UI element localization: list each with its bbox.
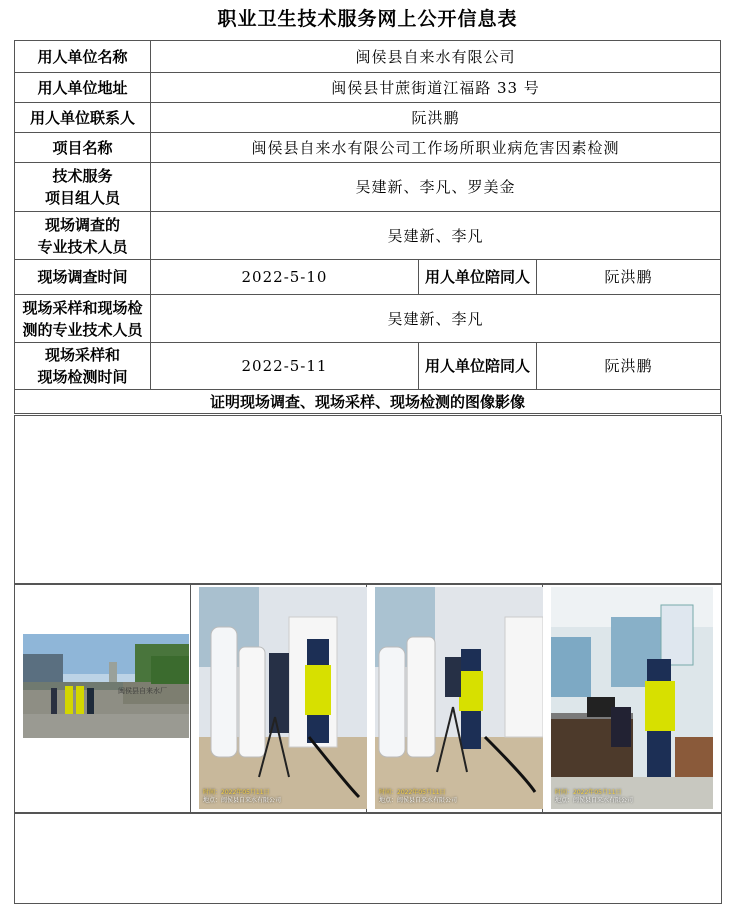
employer-address-value: 闽侯县甘蔗街道江福路 33 号	[151, 73, 721, 103]
service-team-label-line2: 项目组人员	[44, 189, 120, 207]
sampling-photo-icon	[199, 587, 367, 809]
photo-wm-place: 地点：闽侯县自来水有限公司	[555, 797, 634, 804]
photo-sampling-1	[199, 587, 367, 809]
project-name-label: 项目名称	[15, 133, 151, 163]
sampling-staff-value: 吴建新、李凡	[151, 295, 721, 343]
gate-caption: 闽侯县自来水厂	[118, 687, 167, 695]
row-images-header	[15, 390, 721, 414]
photo-sampling-2	[375, 587, 543, 809]
photo-wm-place: 地点：闽侯县自来水有限公司	[379, 797, 458, 804]
sampling-companion-value: 阮洪鹏	[537, 343, 721, 390]
sampling-time-label-line2: 现场检测时间	[37, 368, 128, 386]
row-survey-time	[15, 260, 721, 295]
employer-name-label: 用人单位名称	[15, 41, 151, 73]
employer-contact-label: 用人单位联系人	[15, 103, 151, 133]
sampling-staff-label-line1: 现场采样和现场检	[22, 298, 143, 317]
service-team-label	[15, 163, 151, 212]
images-header: 证明现场调查、现场采样、现场检测的图像影像	[15, 390, 721, 414]
sampling-time-label-line1: 现场采样和	[44, 346, 120, 364]
row-sampling-staff	[15, 295, 721, 343]
survey-companion-label: 用人单位陪同人	[419, 260, 537, 295]
service-team-label-line1: 技术服务	[52, 167, 113, 185]
sampling-time-value: 2022-5-11	[151, 343, 419, 390]
sampling-photo-icon	[375, 587, 543, 809]
employer-contact-value: 阮洪鹏	[151, 103, 721, 133]
photo-wm-place: 地点：闽侯县自来水有限公司	[203, 797, 282, 804]
survey-companion-value: 阮洪鹏	[537, 260, 721, 295]
sampling-staff-label-line2: 测的专业技术人员	[22, 320, 143, 339]
photo-watermark	[555, 789, 633, 805]
row-service-team	[15, 163, 721, 212]
service-team-value: 吴建新、李凡、罗美金	[151, 163, 721, 212]
page-title: 职业卫生技术服务网上公开信息表	[217, 8, 518, 30]
sampling-staff-label	[15, 295, 151, 343]
photo-lab	[551, 587, 713, 809]
survey-staff-label-line2: 专业技术人员	[37, 237, 128, 256]
project-name-value: 闽侯县自来水有限公司工作场所职业病危害因素检测	[151, 133, 721, 163]
employer-name-value: 闽侯县自来水有限公司	[151, 41, 721, 73]
photo-wm-time: 时间：2022年05月11日	[555, 789, 622, 796]
photo-watermark	[379, 789, 457, 805]
employer-address-label: 用人单位地址	[15, 73, 151, 103]
row-employer-contact	[15, 103, 721, 133]
survey-time-value: 2022-5-10	[151, 260, 419, 295]
row-employer-name	[15, 41, 721, 73]
sampling-companion-label: 用人单位陪同人	[419, 343, 537, 390]
photo-wm-time: 时间：2022年05月11日	[379, 789, 446, 796]
info-table	[14, 40, 721, 414]
photo-gate	[23, 634, 189, 738]
row-survey-staff	[15, 212, 721, 260]
images-blank-area	[14, 415, 722, 585]
lab-photo-icon	[551, 587, 713, 809]
photo-wm-time: 时间：2022年05月11日	[203, 789, 270, 796]
survey-staff-label	[15, 212, 151, 260]
row-sampling-time	[15, 343, 721, 390]
survey-staff-label-line1: 现场调查的	[44, 215, 120, 234]
sampling-time-label	[15, 343, 151, 390]
survey-staff-value: 吴建新、李凡	[151, 212, 721, 260]
survey-time-label: 现场调查时间	[15, 260, 151, 295]
photo-watermark	[203, 789, 281, 805]
row-employer-address	[15, 73, 721, 103]
row-project-name	[15, 133, 721, 163]
images-blank-area-bottom	[14, 812, 722, 904]
